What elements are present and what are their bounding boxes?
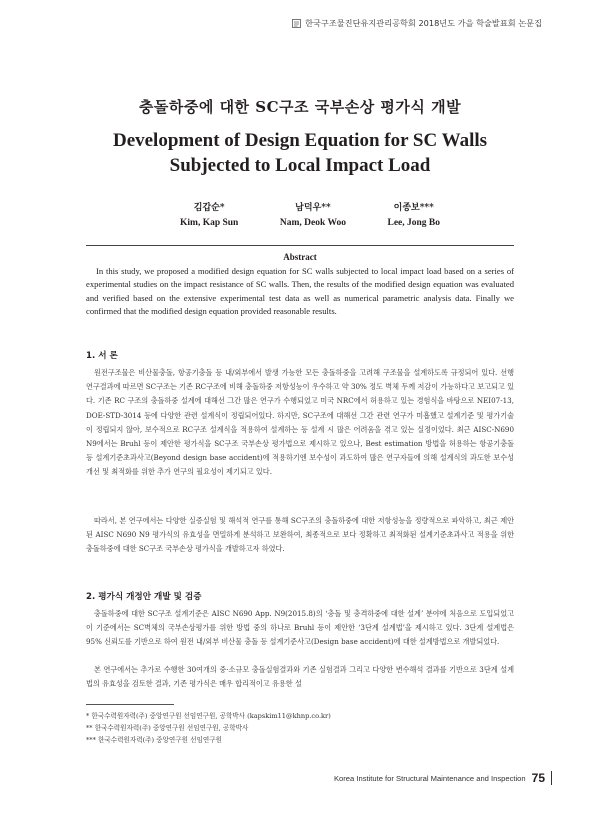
author-name-english: Nam, Deok Woo [279, 218, 346, 228]
document-icon [292, 19, 301, 28]
title-english [0, 128, 600, 178]
page-number: 75 [531, 771, 545, 785]
author-name-english: Lee, Jong Bo [387, 218, 440, 228]
abstract-text: In this study, we proposed a modified design equation for SC walls subjected to local impact load based on a series of experimental studies on the impact resistance of SC walls. Then, the results of the modified design equation was evaluated and verified based on the extensive experimental test data as well as numerical parametric analysis data. Finally we confirmed that the modified design equation provided reasonable results. [86, 266, 514, 316]
author-1 [180, 200, 238, 228]
body-paragraph: 충돌하중에 대한 SC구조 설계기준은 AISC N690 App. N9(2015.8)의 ‘충돌 및 충격하중에 대한 설계’ 분야에 처음으로 도입되었고 이 기준에서는 SC벽체의 국부손상평가를 위한 방법 중의 하나로 Bruhl 등이 제안한 ‘3단계 설계법’을 제시하고 있다. 3단계 설계법은 95% 신뢰도를 기반으로 하여 원전 내/외부 비산물 충돌 등 설계기준사고(Design base accident)에 대한 설계방법으로 개발되었다. [86, 609, 514, 647]
title-english-line-2: Subjected to Local Impact Load [169, 155, 431, 176]
abstract-heading: Abstract [283, 252, 317, 262]
title-korean: 충돌하중에 대한 SC구조 국부손상 평가식 개발 [138, 98, 462, 116]
author-name-korean: 이종보*** [393, 203, 434, 213]
footer-institute: Korea Institute for Structural Maintenance and Inspection [333, 773, 526, 783]
section-heading-introduction: 1. 서 론 [86, 351, 118, 361]
footnote: * 한국수력원자력(주) 중앙연구원 선임연구원, 공학박사 (kapskim11@khnp.co.kr) [86, 712, 331, 720]
body-paragraph: 따라서, 본 연구에서는 다양한 실증실험 및 해석적 연구를 통해 SC구조의 충돌하중에 대한 저항성능을 정량적으로 파악하고, 최근 제안된 AISC N690 N9 평가식의 유효성을 면밀하게 분석하고 보완하여, 최종적으로 보다 정확하고 최적화된 설계기준초과사고 적용을 위한 충돌하중에 대한 SC구조 국부손상 평가식을 개발하고자 하였다. [86, 516, 514, 554]
author-list [180, 200, 440, 228]
page-footer [334, 771, 552, 785]
abstract-divider [86, 245, 514, 246]
author-name-korean: 김갑순* [193, 203, 225, 213]
author-2 [280, 200, 346, 228]
body-paragraph: 본 연구에서는 추가로 수행한 30여개의 중·소규모 충돌실험결과와 기존 실험결과 그리고 다양한 변수해석 결과를 기반으로 3단계 설계법의 유효성을 검토한 결과, 기존 평가식은 매우 합리적이고 유용한 설 [86, 665, 514, 689]
footnote-divider [86, 704, 174, 705]
footnote: ** 한국수력원자력(주) 중앙연구원 선임연구원, 공학박사 [86, 724, 249, 732]
footer-divider [551, 771, 552, 785]
journal-name: 한국구조물진단유지관리공학회 2018년도 가을 학술발표회 논문집 [305, 18, 542, 28]
footnotes [86, 710, 514, 746]
section-heading-development: 2. 평가식 개정안 개발 및 검증 [86, 592, 202, 602]
author-3 [387, 200, 440, 228]
journal-header [292, 18, 542, 29]
title-english-line-1: Development of Design Equation for SC Walls [112, 130, 488, 151]
author-name-english: Kim, Kap Sun [180, 218, 239, 228]
author-name-korean: 남덕우** [295, 203, 331, 213]
footnote: *** 한국수력원자력(주) 중앙연구원 선임연구원 [86, 736, 222, 744]
body-paragraph: 원전구조물은 비산물충돌, 항공기충돌 등 내/외부에서 발생 가능한 모든 충돌하중을 고려해 구조물을 설계하도록 규정되어 있다. 선행 연구결과에 따르면 SC구조는 기존 RC구조에 비해 충돌하중 저항성능이 우수하고 약 30% 정도 벽체 두께 저감이 가능하다고 보고되고 있다. 기존 RC 구조의 충돌하중 설계에 대해선 그간 많은 연구가 수행되었고 미국 NRC에서 허용하고 있는 경험식을 바탕으로 NEI07-13, DOE-STD-3014 등에 다양한 관련 설계식이 정립되어있다. 하지만, SC구조에 대해선 그간 관련 연구가 미흡했고 설계기준 및 평가기술이 정립되지 않아, 보수적으로 RC구조 설계식을 적용하여 설계하는 등 설계 시 많은 어려움을 겪고 있는 실정이었다. 최근 AISC-N690 N9에서는 Bruhl 등이 제안한 평가식을 SC구조 국부손상 평가법으로 제시하고 있으나, Best estimation 방법을 허용하는 항공기충돌 등 설계기준초과사고(Beyond design base accident)에 적용하기엔 보수성이 과도하여 많은 연구자들에 의해 설계식의 과도한 보수성 개선 및 최적화를 위한 추가 연구의 필요성이 제기되고 있다. [86, 368, 514, 477]
